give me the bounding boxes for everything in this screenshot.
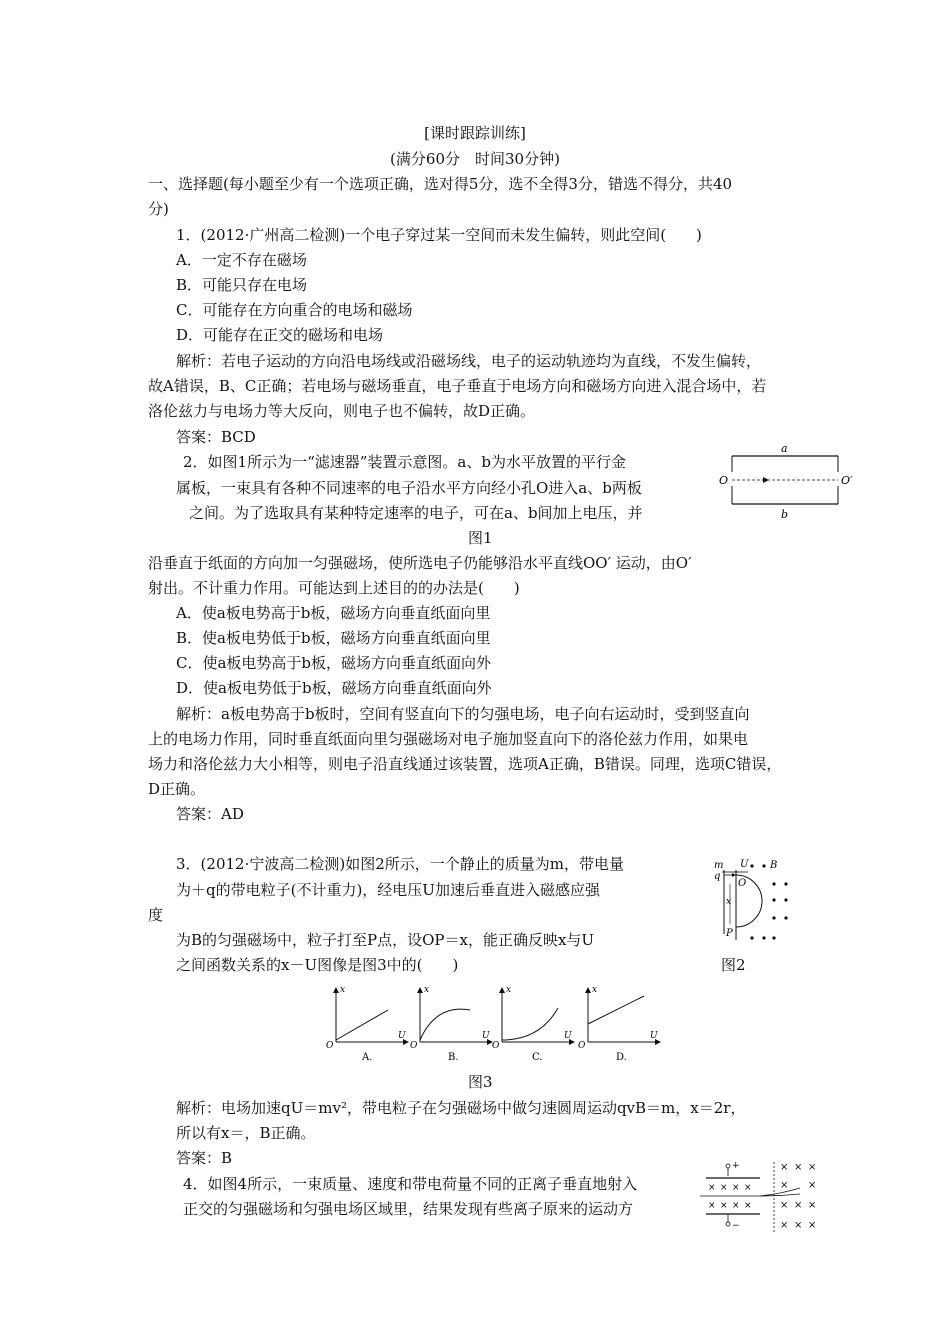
page-subtitle: (满分60分 时间30分钟) [390, 150, 560, 168]
axis-x-label: x [424, 985, 430, 995]
label-o: O [738, 878, 747, 889]
q1-explanation: 解析：若电子运动的方向沿电场线或沿磁场线，电子的运动轨迹均为直线，不发生偏转， [176, 352, 762, 370]
velocity-selector-diagram [715, 442, 855, 522]
q2-option-c: C．使a板电势高于b板，磁场方向垂直纸面向外 [176, 654, 492, 672]
graph-b [410, 985, 492, 1063]
q1-option-d: D．可能存在正交的磁场和电场 [176, 326, 384, 344]
hole-o-label: O [719, 474, 729, 487]
axis-u-label: U [482, 1031, 490, 1041]
q1-stem: 1．(2012·广州高二检测)一个电子穿过某一空间而未发生偏转，则此空间( ) [176, 226, 702, 244]
xu-graphs-figure [318, 982, 668, 1064]
q3-stem: 为B的匀强磁场中，粒子打至P点，设OP＝x，能正确反映x与U [176, 931, 595, 949]
q4-stem: 4．如图4所示，一束质量、速度和带电荷量不同的正离子垂直地射入 [183, 1175, 638, 1193]
minus-terminal: − [732, 1221, 740, 1231]
axis-u-label: U [398, 1031, 406, 1041]
q2-explanation: 上的电场力作用，同时垂直纸面向里匀强磁场对电子施加竖直向下的洛伦兹力作用，如果电 [148, 730, 749, 748]
graph-d-label: D. [616, 1052, 627, 1063]
field-x: × [794, 1162, 803, 1173]
page-title: [课时跟踪训练] [424, 124, 526, 142]
axis-x-label: x [506, 985, 512, 995]
q1-explanation: 故A错误，B、C正确；若电场与磁场垂直，电子垂直于电场方向和磁场方向进入混合场中，若 [148, 377, 767, 395]
label-b: B [770, 860, 778, 871]
q4-stem: 正交的匀强磁场和匀强电场区域里，结果发现有些离子原来的运动方 [183, 1200, 634, 1218]
axis-u-label: U [564, 1031, 572, 1041]
q2-option-b: B．使a板电势低于b板，磁场方向垂直纸面向里 [176, 629, 491, 647]
label-q: q [714, 871, 721, 882]
field-x: × [720, 1201, 728, 1211]
plus-terminal: + [732, 1161, 740, 1171]
q1-option-a: A．一定不存在磁场 [176, 251, 307, 269]
q1-option-b: B．可能只存在电场 [176, 276, 308, 294]
section-heading-cont: 分) [148, 200, 169, 218]
graph-c-label: C. [532, 1052, 543, 1063]
field-x: × [732, 1183, 740, 1193]
q2-stem: 之间。为了选取具有某种特定速率的电子，可在a、b间加上电压，并 [189, 504, 643, 522]
field-x: × [794, 1220, 803, 1231]
crossed-field-diagram [700, 1158, 830, 1236]
q2-explanation: 解析：a板电势高于b板时，空间有竖直向下的匀强电场，电子向右运动时，受到竖直向 [176, 705, 750, 723]
origin-label: O [410, 1041, 418, 1051]
q3-stem: 之间函数关系的x－U图像是图3中的( ) [176, 956, 459, 974]
mass-spectrometer-diagram [712, 856, 802, 946]
field-x: × [808, 1200, 817, 1211]
q2-stem: 属板，一束具有各种不同速率的电子沿水平方向经小孔O进入a、b两板 [176, 479, 642, 497]
q2-stem: 射出。不计重力作用。可能达到上述目的的办法是( ) [148, 579, 520, 597]
field-x: × [732, 1201, 740, 1211]
label-x: x [726, 897, 732, 907]
field-x: × [744, 1201, 752, 1211]
q1-explanation: 洛伦兹力与电场力等大反向，则电子也不偏转，故D正确。 [148, 402, 536, 420]
origin-label: O [578, 1041, 586, 1051]
graph-d [578, 985, 660, 1063]
q3-stem: 度 [148, 906, 164, 924]
q3-figure3-caption: 图3 [468, 1073, 493, 1091]
axis-x-label: x [340, 985, 346, 995]
field-x: × [720, 1183, 728, 1193]
field-x: × [794, 1200, 803, 1211]
q3-stem: 为＋q的带电粒子(不计重力)，经电压U加速后垂直进入磁感应强 [176, 881, 600, 899]
field-x: × [708, 1201, 716, 1211]
graph-b-label: B. [448, 1052, 459, 1063]
q1-option-c: C．可能存在方向重合的电场和磁场 [176, 301, 413, 319]
field-x: × [708, 1183, 716, 1193]
field-x: × [744, 1183, 752, 1193]
origin-label: O [492, 1041, 500, 1051]
q2-explanation: 场力和洛伦兹力大小相等，则电子沿直线通过该装置，选项A正确，B错误。同理，选项C错误， [148, 755, 782, 773]
graph-a [326, 985, 408, 1063]
label-p: P [726, 928, 733, 939]
q3-explanation: 所以有x＝，B正确。 [176, 1124, 316, 1142]
field-x: × [780, 1220, 789, 1231]
section-heading: 一、选择题(每小题至少有一个选项正确，选对得5分，选不全得3分，错选不得分，共40 [148, 175, 733, 193]
q3-figure2-caption: 图2 [721, 956, 746, 974]
q2-option-a: A．使a板电势高于b板，磁场方向垂直纸面向里 [176, 604, 491, 622]
field-x: × [808, 1180, 817, 1191]
q2-explanation: D正确。 [148, 780, 206, 798]
plate-b-label: b [781, 508, 789, 521]
field-x: × [808, 1162, 817, 1173]
q2-stem: 2．如图1所示为一“滤速器”装置示意图。a、b为水平放置的平行金 [183, 453, 626, 471]
plate-a-label: a [781, 442, 788, 455]
label-u: U [740, 859, 749, 870]
hole-o-prime-label: O′ [841, 474, 853, 487]
q2-option-d: D．使a板电势低于b板，磁场方向垂直纸面向外 [176, 679, 492, 697]
q2-stem: 沿垂直于纸面的方向加一匀强磁场，使所选电子仍能够沿水平直线OO′ 运动，由O′ [148, 554, 692, 572]
q3-answer: 答案：B [176, 1149, 233, 1167]
field-x: × [780, 1162, 789, 1173]
q3-stem: 3．(2012·宁波高二检测)如图2所示，一个静止的质量为m，带电量 [176, 855, 624, 873]
graph-a-label: A. [362, 1052, 373, 1063]
field-x: × [780, 1200, 789, 1211]
q2-figure-caption: 图1 [468, 529, 493, 547]
label-m: m [714, 860, 724, 871]
graph-c [492, 985, 574, 1063]
axis-x-label: x [592, 985, 598, 995]
field-x: × [780, 1180, 789, 1191]
q2-answer: 答案：AD [176, 805, 244, 823]
field-x: × [808, 1220, 817, 1231]
origin-label: O [326, 1041, 334, 1051]
q3-explanation: 解析：电场加速qU＝mv²，带电粒子在匀强磁场中做匀速圆周运动qvB＝m，x＝2r， [176, 1099, 746, 1117]
q1-answer: 答案：BCD [176, 428, 256, 446]
axis-u-label: U [650, 1031, 658, 1041]
